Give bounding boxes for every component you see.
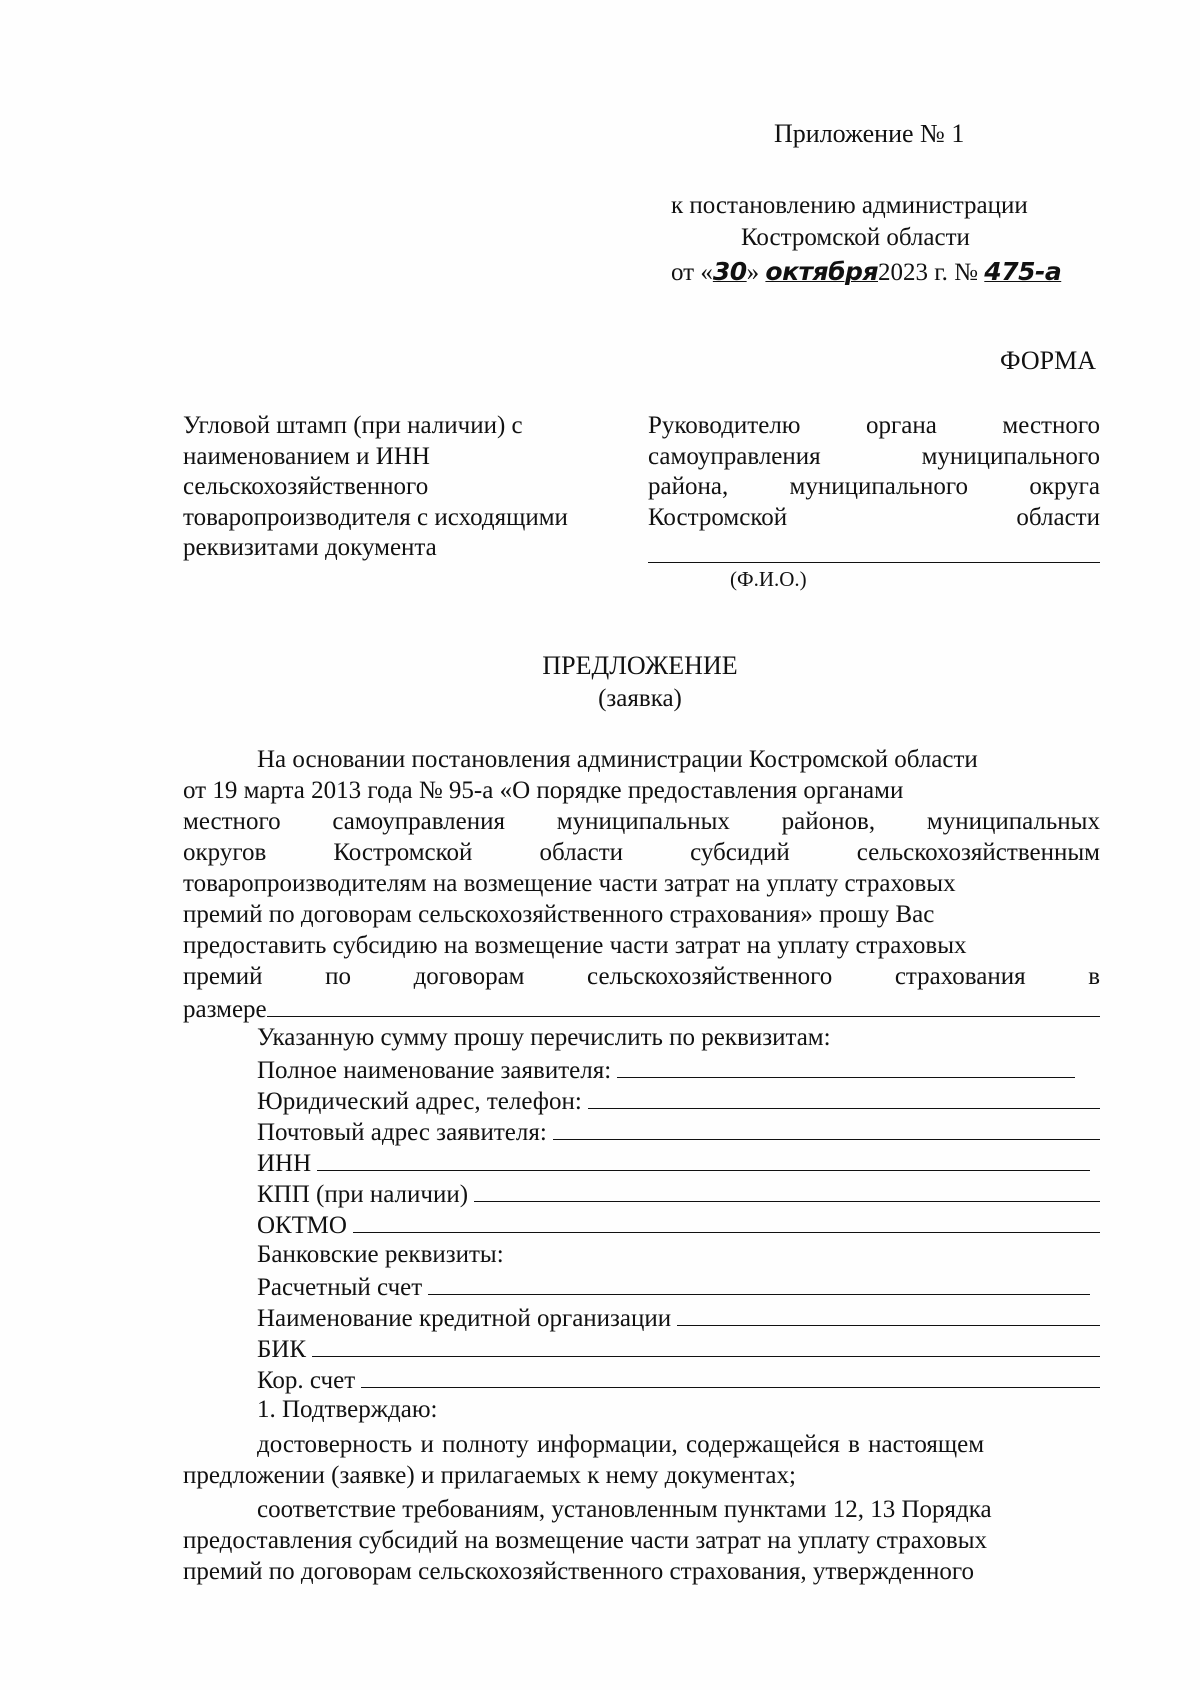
- bank-heading: Банковские реквизиты:: [257, 1241, 504, 1268]
- decree-line-1: к постановлению администрации: [671, 192, 1028, 219]
- field-bank-name[interactable]: Наименование кредитной организации: [257, 1301, 1100, 1335]
- addressee-line-3: района, муниципального округа: [648, 473, 1100, 500]
- stamp-line-1: Угловой штамп (при наличии) с: [183, 412, 523, 439]
- field-corr-account[interactable]: Кор. счет: [257, 1363, 1100, 1397]
- requisites-intro: Указанную сумму прошу перечислить по реквизитам:: [257, 1024, 831, 1051]
- amount-field[interactable]: [183, 992, 1100, 1026]
- date-mid: »: [746, 259, 760, 286]
- body-line-4: округов Костромской области субсидий сельскохозяйственным: [183, 839, 1100, 866]
- appendix-title: Приложение № 1: [774, 119, 965, 148]
- field-postal-address[interactable]: Почтовый адрес заявителя:: [257, 1115, 1100, 1149]
- confirm-line-2: предложении (заявке) и прилагаемых к нему документах;: [183, 1462, 796, 1489]
- confirm-line-4: предоставления субсидий на возмещение части затрат на уплату страховых: [183, 1527, 988, 1554]
- fio-signature-line: [648, 562, 1100, 563]
- date-prefix: от «: [671, 259, 713, 286]
- document-title: ПРЕДЛОЖЕНИЕ: [542, 651, 738, 680]
- stamp-line-2: наименованием и ИНН: [183, 443, 430, 470]
- doc-number: 475-а: [984, 257, 1062, 286]
- date-year: 2023 г. №: [878, 259, 979, 286]
- field-full-name[interactable]: Полное наименование заявителя:: [257, 1053, 1075, 1087]
- date-day: 30: [712, 257, 747, 286]
- addressee-line-4: Костромской области: [648, 504, 1100, 531]
- date-month: октября: [765, 257, 878, 286]
- field-oktmo[interactable]: ОКТМО: [257, 1208, 1100, 1242]
- body-line-3: местного самоуправления муниципальных районов, муниципальных: [183, 808, 1100, 835]
- decree-line-2: Костромской области: [741, 224, 970, 251]
- body-line-1: На основании постановления администрации Костромской области: [257, 746, 978, 773]
- stamp-line-3: сельскохозяйственного: [183, 473, 429, 500]
- fio-caption: (Ф.И.О.): [730, 567, 807, 591]
- document-subtitle: (заявка): [598, 685, 682, 712]
- amount-input-line[interactable]: [267, 992, 1100, 1017]
- body-line-7: предоставить субсидию на возмещение части затрат на уплату страховых: [183, 932, 967, 959]
- confirm-line-1: достоверность и полноту информации, содержащейся в настоящем: [257, 1431, 985, 1458]
- decree-date-line: [671, 256, 1061, 289]
- field-bik[interactable]: БИК: [257, 1332, 1100, 1366]
- amount-label: размере: [183, 996, 267, 1023]
- body-line-5: товаропроизводителям на возмещение части затрат на уплату страховых: [183, 870, 956, 897]
- body-line-6: премий по договорам сельскохозяйственного страхования» прошу Вас: [183, 901, 935, 928]
- field-kpp[interactable]: КПП (при наличии): [257, 1177, 1100, 1211]
- field-account[interactable]: Расчетный счет: [257, 1270, 1090, 1304]
- form-label: ФОРМА: [1000, 346, 1096, 375]
- stamp-line-4: товаропроизводителя с исходящими: [183, 504, 568, 531]
- confirm-line-5: премий по договорам сельскохозяйственного страхования, утвержденного: [183, 1558, 974, 1585]
- field-inn[interactable]: ИНН: [257, 1146, 1090, 1180]
- body-line-8: премий по договорам сельскохозяйственного страхования в: [183, 963, 1100, 990]
- body-line-2: от 19 марта 2013 года № 95-а «О порядке предоставления органами: [183, 777, 904, 804]
- addressee-line-2: самоуправления муниципального: [648, 443, 1100, 470]
- confirm-line-3: соответствие требованиям, установленным пунктами 12, 13 Порядка: [257, 1496, 992, 1523]
- confirm-heading: 1. Подтверждаю:: [257, 1396, 438, 1423]
- addressee-line-1: Руководителю органа местного: [648, 412, 1100, 439]
- stamp-line-5: реквизитами документа: [183, 534, 437, 561]
- field-legal-address[interactable]: Юридический адрес, телефон:: [257, 1084, 1100, 1118]
